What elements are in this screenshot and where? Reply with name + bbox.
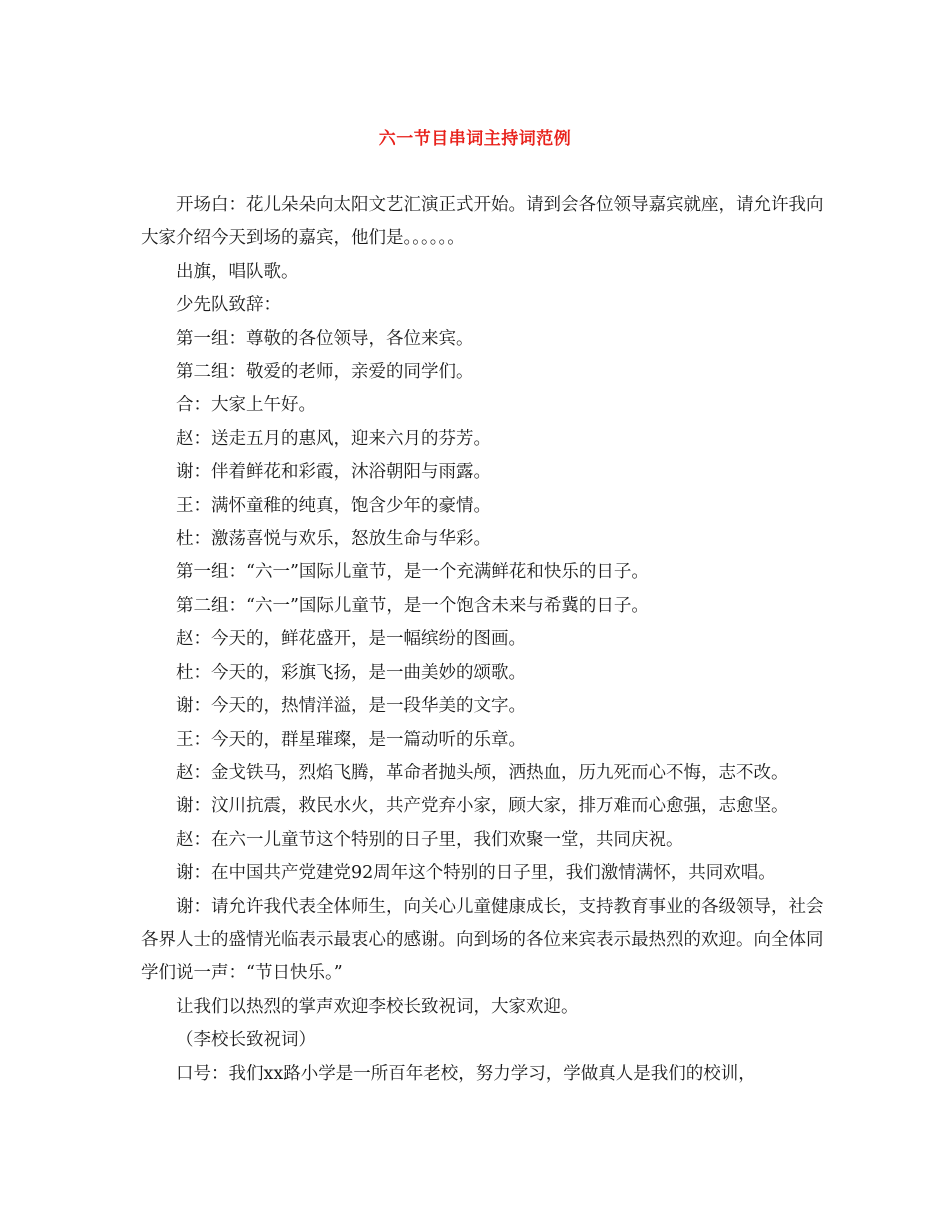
paragraph-line: 合：大家上午好。 [176, 395, 316, 416]
paragraph-line: 赵：金戈铁马，烈焰飞腾，革命者抛头颅，洒热血，历九死而心不悔，志不改。 [176, 762, 789, 783]
paragraph-line: 王：满怀童稚的纯真，饱含少年的豪情。 [176, 495, 491, 516]
paragraph-line: 第一组：“六一”国际儿童节，是一个充满鲜花和快乐的日子。 [176, 562, 649, 583]
paragraph-thanks: 谢：请允许我代表全体师生，向关心儿童健康成长，支持教育事业的各级领导，社会各界人士的盛情光临表示最衷心的感谢。向到场的各位来宾表示最热烈的欢迎。向全体同学们说一声：“节日快乐。” [141, 896, 824, 984]
paragraph-line: 赵：今天的，鲜花盛开，是一幅缤纷的图画。 [176, 629, 526, 650]
paragraph-opening: 开场白：花儿朵朵向太阳文艺汇演正式开始。请到会各位领导嘉宾就座，请允许我向大家介绍今天到场的嘉宾，他们是。。。。。。 [141, 195, 824, 249]
paragraph-line: 谢：今天的，热情洋溢，是一段华美的文字。 [176, 696, 526, 717]
paragraph-line: 杜：激荡喜悦与欢乐，怒放生命与华彩。 [176, 529, 491, 550]
paragraph-line: 赵：在六一儿童节这个特别的日子里，我们欢聚一堂，共同庆祝。 [176, 829, 684, 850]
paragraph-pioneer-speech: 少先队致辞： [176, 295, 281, 316]
paragraph-slogan: 口号：我们xx路小学是一所百年老校，努力学习，学做真人是我们的校训， [176, 1063, 756, 1084]
paragraph-line: 赵：送走五月的惠风，迎来六月的芬芳。 [176, 428, 491, 449]
paragraph-line: 让我们以热烈的掌声欢迎李校长致祝词，大家欢迎。 [176, 996, 579, 1017]
paragraph-line: 杜：今天的，彩旗飞扬，是一曲美妙的颂歌。 [176, 662, 526, 683]
paragraph-line: 王：今天的，群星璀璨，是一篇动听的乐章。 [176, 729, 526, 750]
paragraph-flag: 出旗，唱队歌。 [176, 261, 299, 282]
paragraph-line: 谢：伴着鲜花和彩霞，沐浴朝阳与雨露。 [176, 462, 491, 483]
document-title: 六一节目串词主持词范例 [378, 129, 572, 149]
paragraph-line: 第一组：尊敬的各位领导，各位来宾。 [176, 328, 474, 349]
paragraph-line: 谢：汶川抗震，救民水火，共产党弃小家，顾大家，排万难而心愈强，志愈坚。 [176, 796, 789, 817]
paragraph-line: （李校长致祝词） [176, 1030, 316, 1051]
paragraph-line: 第二组：敬爱的老师，亲爱的同学们。 [176, 362, 474, 383]
document-body [141, 189, 831, 1091]
paragraph-line: 第二组：“六一”国际儿童节，是一个饱含未来与希冀的日子。 [176, 595, 649, 616]
paragraph-line: 谢：在中国共产党建党92周年这个特别的日子里，我们激情满怀，共同欢唱。 [176, 863, 776, 884]
